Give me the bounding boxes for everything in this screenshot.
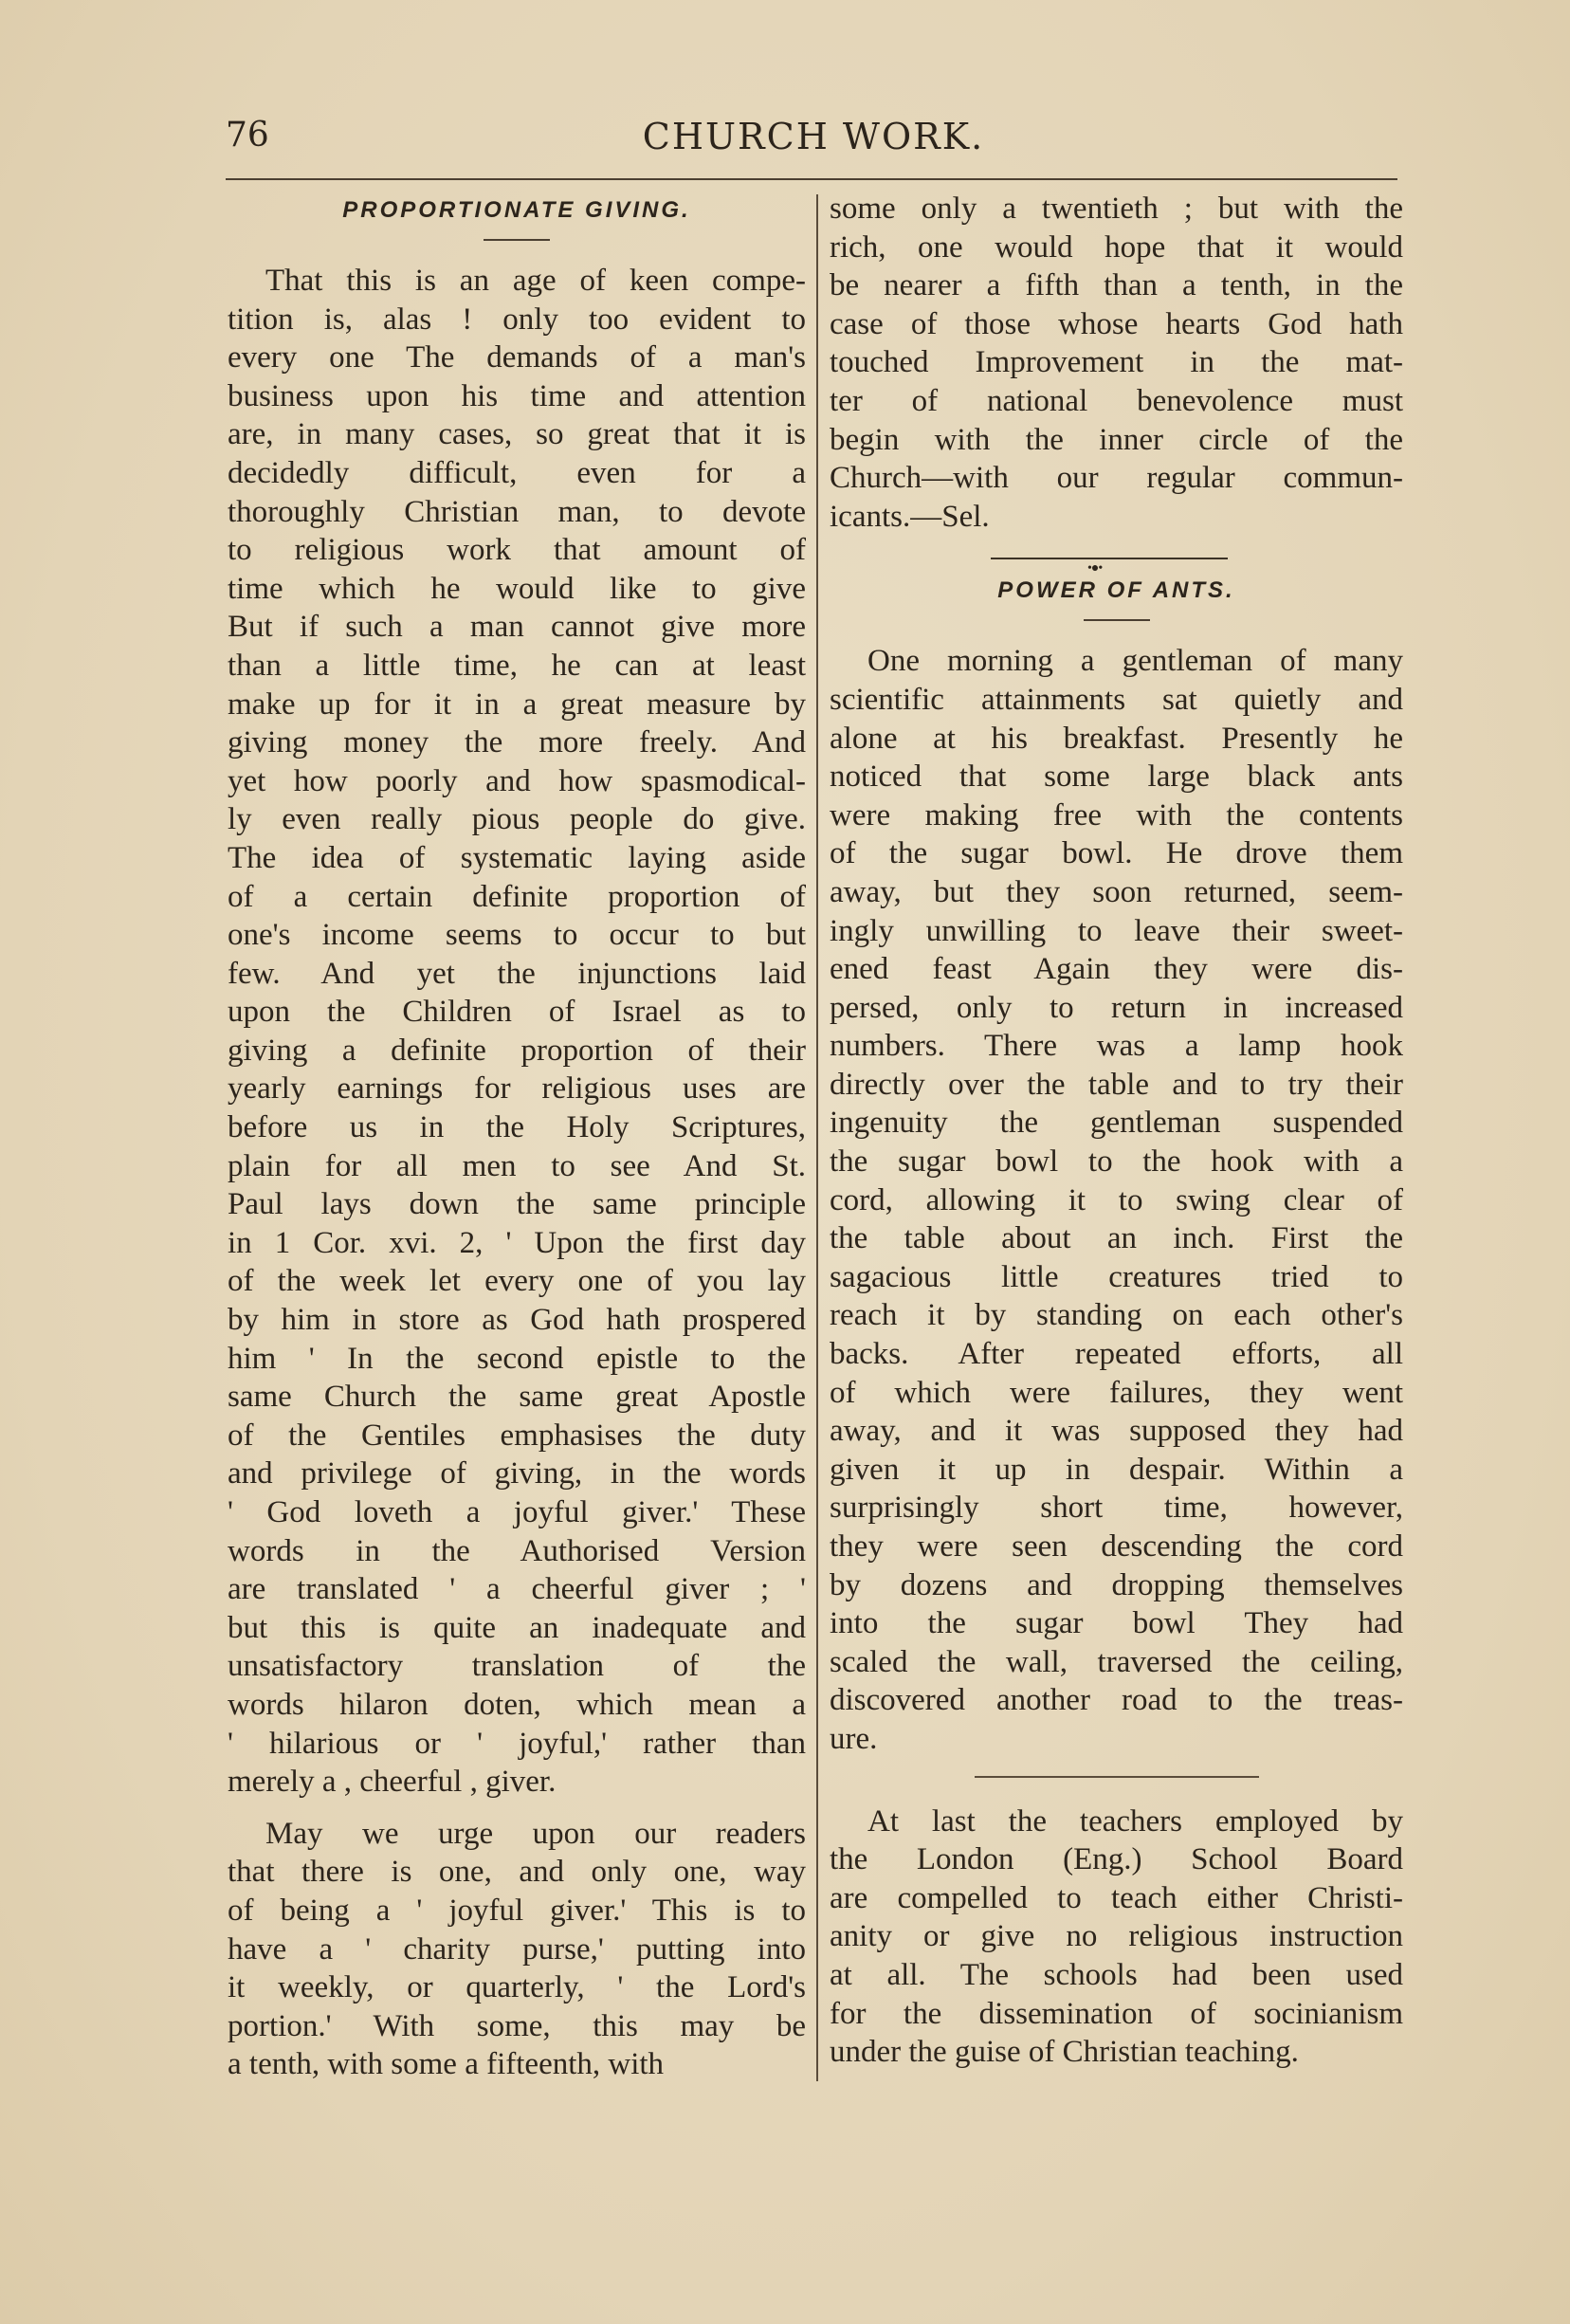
text-line: unsatisfactory translation of the	[228, 1649, 806, 1684]
text-line: words hilaron doten, which mean a	[228, 1687, 806, 1722]
text-line: The idea of systematic laying aside	[228, 840, 806, 875]
left-column	[228, 190, 806, 2084]
text-line: directly over the table and to try their	[830, 1067, 1403, 1102]
text-line: given it up in despair. Within a	[830, 1452, 1403, 1487]
text-line: icants.—Sel.	[830, 499, 990, 534]
text-line: before us in the Holy Scriptures,	[228, 1110, 806, 1145]
text-line: by dozens and dropping themselves	[830, 1567, 1403, 1602]
text-line: begin with the inner circle of the	[830, 422, 1403, 457]
text-line: by him in store as God hath prospered	[228, 1303, 806, 1338]
text-line: sagacious little creatures tried to	[830, 1259, 1403, 1294]
text-line: discovered another road to the treas-	[830, 1683, 1403, 1718]
text-line: cord, allowing it to swing clear of	[830, 1182, 1403, 1217]
text-line: of the sugar bowl. He drove them	[830, 836, 1403, 871]
text-line: a tenth, with some a fifteenth, with	[228, 2047, 665, 2082]
text-line: under the guise of Christian teaching.	[830, 2035, 1299, 2070]
text-line: the London (Eng.) School Board	[830, 1842, 1403, 1877]
text-line: thoroughly Christian man, to devote	[228, 494, 806, 529]
text-line: ' God loveth a joyful giver.' These	[228, 1495, 806, 1529]
text-line: yearly earnings for religious uses are	[228, 1071, 806, 1107]
text-line: One morning a gentleman of many	[867, 644, 1403, 679]
text-line: one's income seems to occur to but	[228, 918, 806, 953]
text-line: alone at his breakfast. Presently he	[830, 721, 1403, 756]
text-line: scientific attainments sat quietly and	[830, 682, 1403, 717]
text-line: every one The demands of a man's	[228, 340, 806, 375]
paragraph	[228, 1815, 806, 2084]
text-line: in 1 Cor. xvi. 2, ' Upon the first day	[228, 1225, 806, 1260]
text-line: giving a definite proportion of their	[228, 1033, 806, 1068]
paragraph	[830, 190, 1403, 536]
text-line: backs. After repeated efforts, all	[830, 1337, 1403, 1372]
text-line: rich, one would hope that it would	[830, 229, 1403, 265]
text-line: noticed that some large black ants	[830, 759, 1403, 795]
paragraph	[228, 262, 806, 1802]
text-line: ingly unwilling to leave their sweet-	[830, 913, 1403, 948]
text-line: few. And yet the injunctions laid	[228, 956, 806, 991]
text-line: reach it by standing on each other's	[830, 1298, 1403, 1333]
text-line: merely a , cheerful , giver.	[228, 1765, 557, 1800]
paragraph-gap	[228, 1802, 806, 1815]
text-line: ened feast Again they were dis-	[830, 952, 1403, 987]
text-line: for the dissemination of socinianism	[830, 1996, 1403, 2031]
text-line: of being a ' joyful giver.' This is to	[228, 1893, 806, 1928]
text-line: time which he would like to give	[228, 571, 806, 606]
text-line: But if such a man cannot give more	[228, 610, 806, 645]
text-line: giving money the more freely. And	[228, 725, 806, 760]
text-line: touched Improvement in the mat-	[830, 345, 1403, 380]
text-line: have a ' charity purse,' putting into	[228, 1931, 806, 1967]
text-line: and privilege of giving, in the words	[228, 1456, 806, 1491]
running-title: CHURCH WORK.	[642, 116, 985, 157]
text-line: of the Gentiles emphasises the duty	[228, 1418, 806, 1453]
text-line: of the week let every one of you lay	[228, 1264, 806, 1299]
text-line: into the sugar bowl They had	[830, 1606, 1403, 1641]
section-rule	[975, 1776, 1259, 1778]
text-line: same Church the same great Apostle	[228, 1380, 806, 1415]
text-line: to religious work that amount of	[228, 533, 806, 568]
text-line: case of those whose hearts God hath	[830, 306, 1403, 341]
text-line: away, but they soon returned, seem-	[830, 874, 1403, 909]
text-line: numbers. There was a lamp hook	[830, 1029, 1403, 1064]
text-line: it weekly, or quarterly, ' the Lord's	[228, 1970, 806, 2005]
text-line: were making free with the contents	[830, 797, 1403, 833]
text-line: ingenuity the gentleman suspended	[830, 1106, 1403, 1141]
text-line: At last the teachers employed by	[867, 1803, 1403, 1839]
text-line: yet how poorly and how spasmodical-	[228, 763, 806, 798]
text-line: tition is, alas ! only too evident to	[228, 302, 806, 337]
text-line: ter of national benevolence must	[830, 383, 1403, 418]
ornament-dots: •●•	[1087, 561, 1103, 576]
text-line: scaled the wall, traversed the ceiling,	[830, 1644, 1403, 1679]
text-line: ly even really pious people do give.	[228, 802, 806, 837]
text-line: at all. The schools had been used	[830, 1957, 1403, 1992]
text-line: That this is an age of keen compe-	[265, 264, 806, 298]
text-line: upon the Children of Israel as to	[228, 995, 806, 1030]
article-title-power-of-ants: POWER OF ANTS.	[997, 577, 1235, 604]
text-line: him ' In the second epistle to the	[228, 1341, 806, 1376]
text-line: business upon his time and attention	[228, 378, 806, 413]
text-line: of a certain definite proportion of	[228, 879, 806, 914]
ornament-rule	[830, 549, 1403, 576]
paragraph	[830, 642, 1403, 1758]
text-line: that there is one, and only one, way	[228, 1855, 806, 1890]
text-line: anity or give no religious instruction	[830, 1919, 1403, 1954]
text-line: Paul lays down the same principle	[228, 1187, 806, 1222]
text-line: of which were failures, they went	[830, 1375, 1403, 1410]
text-line: decidedly difficult, even for a	[228, 455, 806, 490]
text-line: make up for it in a great measure by	[228, 686, 806, 722]
text-line: Church—with our regular commun-	[830, 461, 1403, 496]
text-line: portion.' With some, this may be	[228, 2008, 806, 2043]
text-line: some only a twentieth ; but with the	[830, 192, 1403, 226]
text-line: plain for all men to see And St.	[228, 1148, 806, 1183]
text-line: away, and it was supposed they had	[830, 1414, 1403, 1449]
text-line: are translated ' a cheerful giver ; '	[228, 1572, 806, 1607]
text-line: May we urge upon our readers	[265, 1816, 806, 1851]
title-rule	[1084, 619, 1150, 621]
text-line: are compelled to teach either Christi-	[830, 1880, 1403, 1915]
text-line: ' hilarious or ' joyful,' rather than	[228, 1726, 806, 1761]
header-rule	[226, 178, 1397, 180]
text-line: be nearer a fifth than a tenth, in the	[830, 268, 1403, 303]
text-line: but this is quite an inadequate and	[228, 1610, 806, 1645]
text-line: are, in many cases, so great that it is	[228, 417, 806, 452]
text-line: surprisingly short time, however,	[830, 1491, 1403, 1526]
text-line: than a little time, he can at least	[228, 648, 806, 683]
page-header	[226, 112, 1401, 169]
paragraph	[830, 1802, 1403, 2072]
right-column	[830, 190, 1403, 2072]
article-title-proportionate-giving: PROPORTIONATE GIVING.	[342, 197, 691, 223]
title-rule	[484, 239, 550, 241]
text-line: they were seen descending the cord	[830, 1529, 1403, 1564]
text-line: words in the Authorised Version	[228, 1533, 806, 1568]
page-number: 76	[226, 116, 269, 155]
text-line: the table about an inch. First the	[830, 1221, 1403, 1256]
text-line: ure.	[830, 1721, 878, 1756]
text-line: persed, only to return in increased	[830, 990, 1403, 1025]
text-line: the sugar bowl to the hook with a	[830, 1144, 1403, 1180]
column-divider	[816, 194, 818, 2081]
